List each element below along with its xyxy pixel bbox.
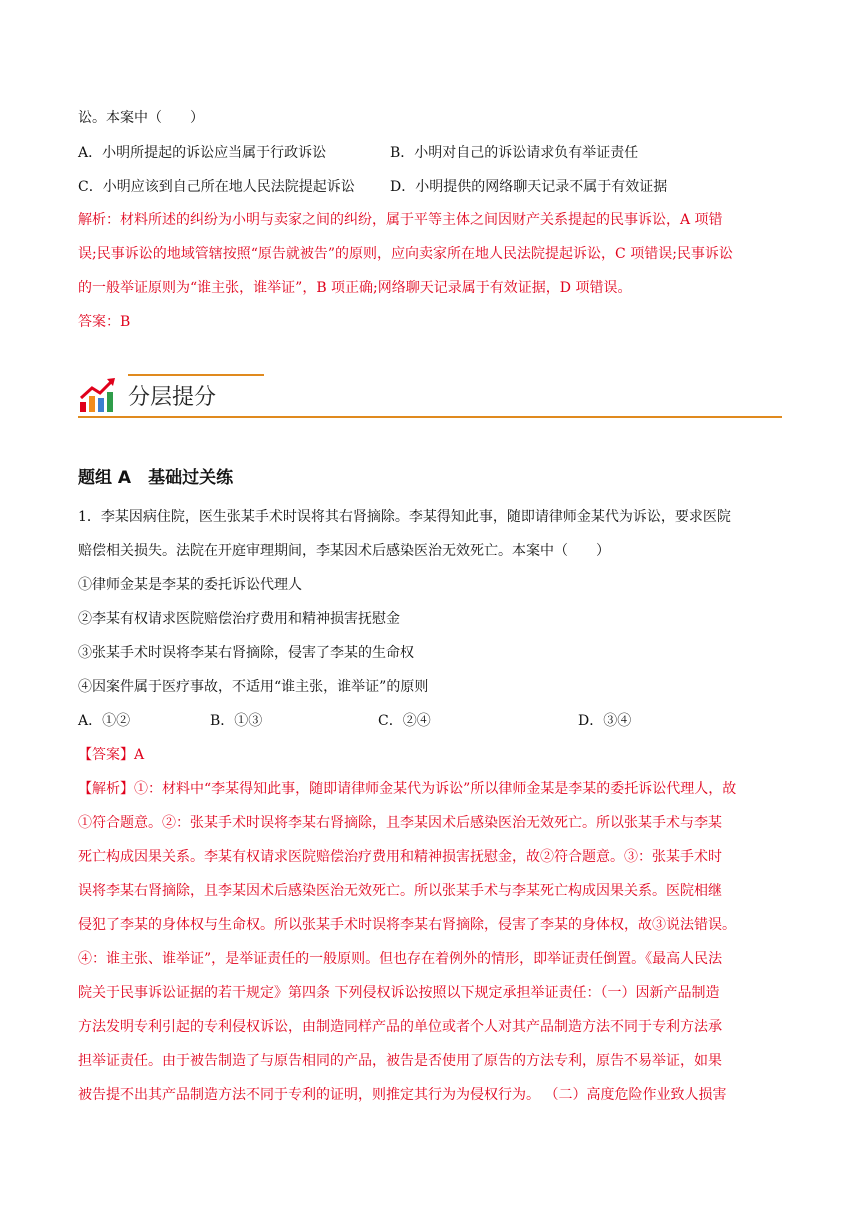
prev-analysis-line: 解析：材料所述的纠纷为小明与卖家之间的纠纷，属于平等主体之间因财产关系提起的民事诉讼，A 项错 xyxy=(78,212,723,228)
q1-analysis-line: 侵犯了李某的身体权与生命权。所以张某手术时误将李某右肾摘除，侵害了李某的身体权，故③说法错误。 xyxy=(78,917,736,933)
q1-stem-line: 1．李某因病住院，医生张某手术时误将其右肾摘除。李某得知此事，随即请律师金某代为诉讼，要求医院 xyxy=(78,509,731,525)
prev-option-c: C．小明应该到自己所在地人民法院提起诉讼 xyxy=(78,179,355,195)
prev-analysis-line: 误;民事诉讼的地域管辖按照“原告就被告”的原则，应向卖家所在地人民法院提起诉讼，C 项错误;民事诉讼 xyxy=(78,246,733,262)
q1-statement: ④因案件属于医疗事故，不适用“谁主张，谁举证”的原则 xyxy=(78,679,429,695)
section-title: 分层提分 xyxy=(128,385,217,410)
section-header xyxy=(78,374,782,418)
q1-analysis-line: 院关于民事诉讼证据的若干规定》第四条 下列侵权诉讼按照以下规定承担举证责任：（一）因新产品制造 xyxy=(78,985,720,1001)
q1-analysis-line: ①符合题意。②：张某手术时误将李某右肾摘除，且李某因术后感染医治无效死亡。所以张某手术与李某 xyxy=(78,815,722,831)
q1-stem-line: 赔偿相关损失。法院在开庭审理期间，李某因术后感染医治无效死亡。本案中（ ） xyxy=(78,543,610,559)
bar-chart-growth-icon xyxy=(78,376,118,416)
q1-analysis-line: 【解析】①：材料中“李某得知此事，随即请律师金某代为诉讼”所以律师金某是李某的委托诉讼代理人，故 xyxy=(78,781,737,797)
q1-statement: ③张某手术时误将李某右肾摘除，侵害了李某的生命权 xyxy=(78,645,414,661)
q1-analysis-line: 担举证责任。由于被告制造了与原告相同的产品，被告是否使用了原告的方法专利，原告不易举证，如果 xyxy=(78,1053,722,1069)
prev-option-a: A．小明所提起的诉讼应当属于行政诉讼 xyxy=(78,145,327,161)
prev-option-b: B．小明对自己的诉讼请求负有举证责任 xyxy=(390,145,639,161)
prev-analysis-line: 的一般举证原则为“谁主张，谁举证”，B 项正确;网络聊天记录属于有效证据，D 项错误。 xyxy=(78,280,632,296)
prev-question-stem: 讼。本案中（ ） xyxy=(78,110,204,126)
q1-answer: 【答案】A xyxy=(78,747,145,763)
q1-analysis-line: 被告提不出其产品制造方法不同于专利的证明，则推定其行为为侵权行为。 （二）高度危险作业致人损害 xyxy=(78,1087,727,1103)
q1-option-c: C．②④ xyxy=(378,713,431,729)
q1-option-a: A．①② xyxy=(78,713,131,729)
q1-analysis-line: ④：谁主张、谁举证”，是举证责任的一般原则。但也存在着例外的情形，即举证责任倒置。《最高人民法 xyxy=(78,951,723,967)
prev-option-d: D．小明提供的网络聊天记录不属于有效证据 xyxy=(390,179,668,195)
prev-answer: 答案：B xyxy=(78,314,131,330)
q1-analysis-line: 误将李某右肾摘除，且李某因术后感染医治无效死亡。所以张某手术与李某死亡构成因果关系。医院相继 xyxy=(78,883,722,899)
q1-analysis-line: 死亡构成因果关系。李某有权请求医院赔偿治疗费用和精神损害抚慰金，故②符合题意。③：张某手术时 xyxy=(78,849,722,865)
q1-statement: ②李某有权请求医院赔偿治疗费用和精神损害抚慰金 xyxy=(78,611,400,627)
q1-option-d: D．③④ xyxy=(578,713,632,729)
q1-statement: ①律师金某是李某的委托诉讼代理人 xyxy=(78,577,302,593)
q1-option-b: B．①③ xyxy=(210,713,263,729)
q1-analysis-line: 方法发明专利引起的专利侵权诉讼，由制造同样产品的单位或者个人对其产品制造方法不同于专利方法承 xyxy=(78,1019,722,1035)
group-title: 题组 A 基础过关练 xyxy=(78,468,234,488)
